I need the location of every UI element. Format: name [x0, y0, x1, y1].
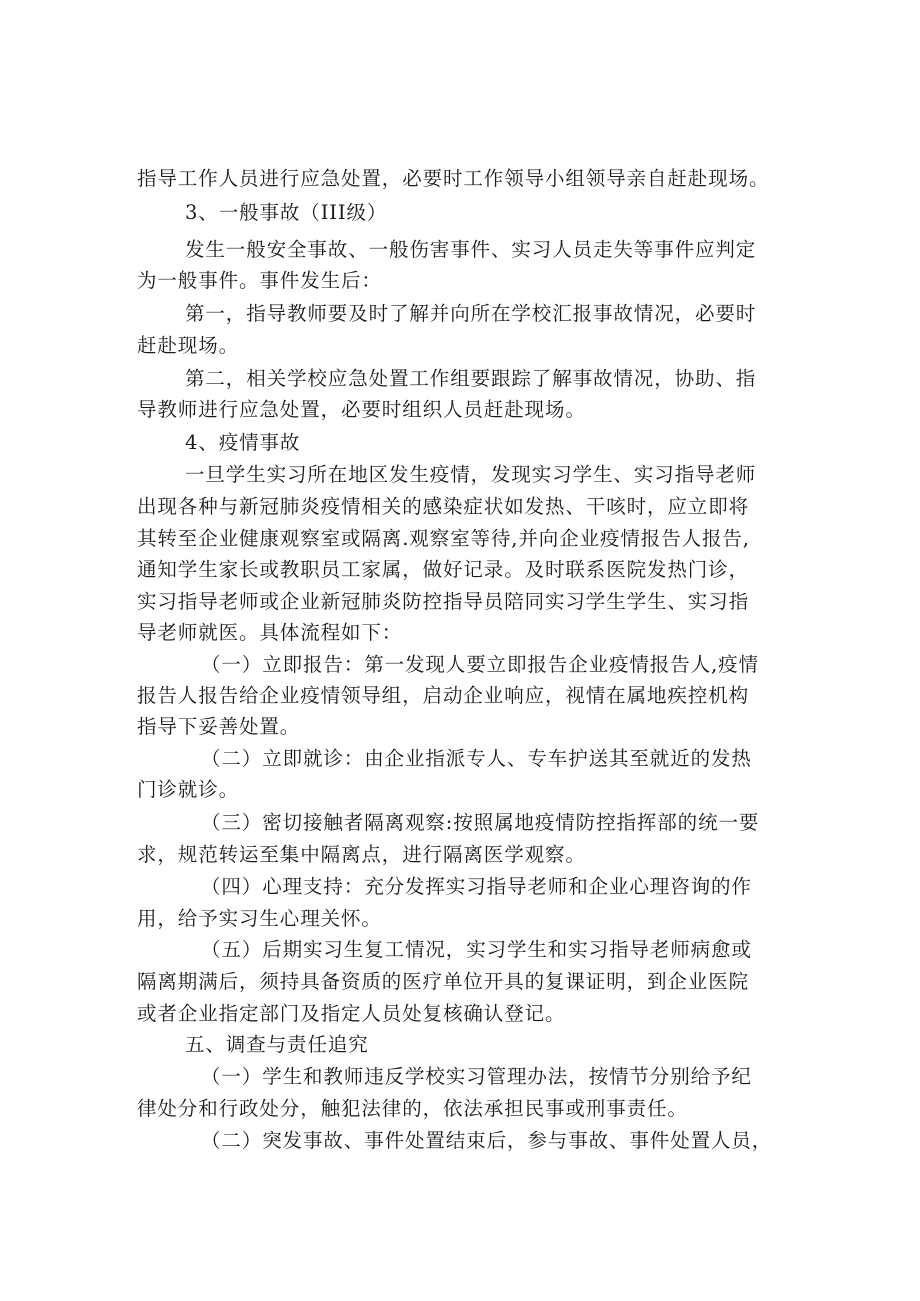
text-line: 出现各种与新冠肺炎疫情相关的感染症状如发热、干咳时，应立即将: [137, 495, 750, 518]
text-line: （一）立即报告：第一发现人要立即报告企业疫情报告人,疫情: [201, 653, 759, 676]
text-line: 导老师就医。具体流程如下：: [137, 621, 403, 644]
text-line: （四）心理支持：充分发挥实习指导老师和企业心理咨询的作: [201, 875, 752, 898]
text-line: 律处分和行政处分，触犯法律的，依法承担民事或刑事责任。: [137, 1097, 688, 1120]
text-line: 用，给予实习生心理关怀。: [137, 907, 382, 930]
text-line: 第一，指导教师要及时了解并向所在学校汇报事故情况，必要时: [185, 302, 757, 325]
text-line: （二）突发事故、事件处置结束后，参与事故、事件处置人员，: [201, 1129, 773, 1152]
text-line: 发生一般安全事故、一般伤害事件、实习人员走失等事件应判定: [185, 238, 757, 261]
text-line: 导教师进行应急处置，必要时组织人员赶赴现场。: [137, 398, 586, 421]
text-line: 隔离期满后，须持具备资质的医疗单位开具的复课证明，到企业医院: [137, 970, 750, 993]
text-line: 实习指导老师或企业新冠肺炎防控指导员陪同实习学生学生、实习指: [137, 590, 750, 613]
text-line: 通知学生家长或教职员工家属，做好记录。及时联系医院发热门诊，: [137, 558, 750, 581]
text-line: 指导工作人员进行应急处置，必要时工作领导小组领导亲自赶赴现场。: [137, 167, 770, 190]
text-line: 或者企业指定部门及指定人员处复核确认登记。: [137, 1002, 566, 1025]
text-line: 其转至企业健康观察室或隔离.观察室等待,并向企业疫情报告人报告,: [137, 527, 750, 550]
section-heading: 五、调查与责任追究: [185, 1033, 369, 1056]
section-heading: 3、一般事故（III级）: [185, 201, 388, 224]
text-line: 报告人报告给企业疫情领导组，启动企业响应，视情在属地疾控机构: [137, 684, 750, 707]
text-line: 为一般事件。事件发生后：: [137, 269, 382, 292]
text-line: （三）密切接触者隔离观察:按照属地疫情防控指挥部的统一要: [201, 811, 760, 834]
section-heading: 4、疫情事故: [185, 431, 301, 454]
text-line: 赶赴现场。: [137, 334, 240, 357]
text-line: 指导下妥善处置。: [137, 715, 301, 738]
text-line: 第二，相关学校应急处置工作组要跟踪了解事故情况，协助、指: [185, 367, 757, 390]
text-line: 门诊就诊。: [137, 778, 240, 801]
text-line: （五）后期实习生复工情况，实习学生和实习指导老师病愈或: [201, 938, 752, 961]
text-line: （二）立即就诊：由企业指派专人、专车护送其至就近的发热: [201, 747, 752, 770]
text-line: 一旦学生实习所在地区发生疫情，发现实习学生、实习指导老师: [185, 463, 757, 486]
text-line: （一）学生和教师违反学校实习管理办法，按情节分别给予纪: [201, 1065, 752, 1088]
text-line: 求，规范转运至集中隔离点，进行隔离医学观察。: [137, 843, 586, 866]
